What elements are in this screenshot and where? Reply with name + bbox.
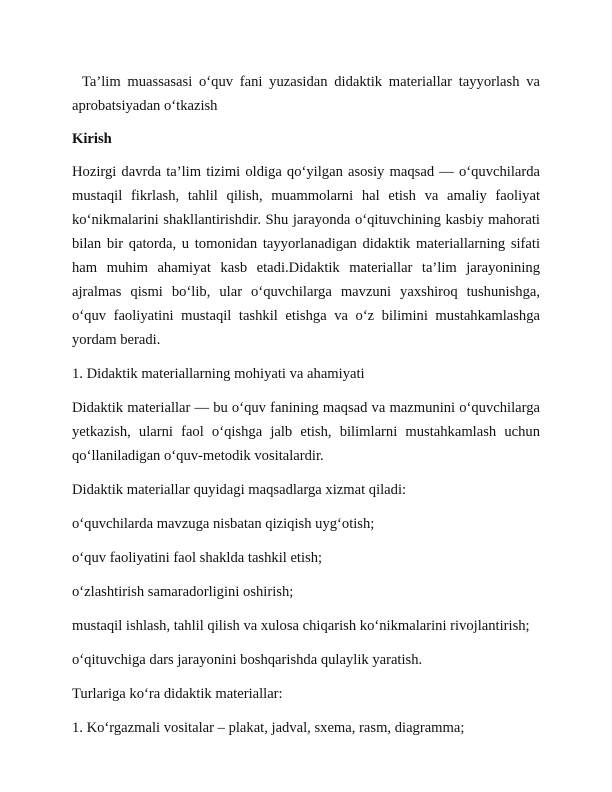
section1-heading: 1. Didaktik materiallarning mohiyati va ahamiyati <box>72 366 365 382</box>
document-title: Ta’lim muassasasi o‘quv fani yuzasidan didaktik materiallar tayyorlash va aprobatsiyadan o‘tkazish <box>72 74 540 114</box>
section1-paragraph: Didaktik materiallar — bu o‘quv fanining maqsad va mazmunini o‘quvchilarga yetkazish, ularni faol o‘qishga jalb etish, bilimlarni mustahkamlash uchun qo‘llaniladigan o‘quv-metodik vositalardir. <box>72 400 540 464</box>
purpose-item: o‘qituvchiga dars jarayonini boshqarishda qulaylik yaratish. <box>72 652 423 668</box>
purpose-item: mustaqil ishlash, tahlil qilish va xulosa chiqarish ko‘nikmalarini rivojlantirish; <box>72 618 530 634</box>
heading-intro: Kirish <box>72 131 112 147</box>
type-item: 1. Ko‘rgazmali vositalar – plakat, jadval, sxema, rasm, diagramma; <box>72 720 465 736</box>
purpose-item: o‘zlashtirish samaradorligini oshirish; <box>72 584 294 600</box>
intro-paragraph: Hozirgi davrda ta’lim tizimi oldiga qo‘yilgan asosiy maqsad — o‘quvchilarda mustaqil fikrlash, tahlil qilish, muammolarni hal etish va amaliy faoliyat ko‘nikmalarini shakllantirishdir. Shu jarayonda o‘qituvchining kasbiy mahorati bilan bir qatorda, u tomonidan tayyorlanadigan didaktik materiallarning sifati ham muhim ahamiyat kasb etadi.Didaktik materiallar ta’lim jarayonining ajralmas qismi bo‘lib, ular o‘quvchilarga mavzuni yaxshiroq tushunishga, o‘quv faoliyatini mustaqil tashkil etishga va o‘z bilimini mustahkamlashga yordam beradi. <box>72 164 540 348</box>
purposes-intro: Didaktik materiallar quyidagi maqsadlarga xizmat qiladi: <box>72 482 407 498</box>
types-intro: Turlariga ko‘ra didaktik materiallar: <box>72 686 283 702</box>
document-page <box>72 70 540 750</box>
purpose-item: o‘quvchilarda mavzuga nisbatan qiziqish uyg‘otish; <box>72 516 375 532</box>
purpose-item: o‘quv faoliyatini faol shaklda tashkil etish; <box>72 550 323 566</box>
